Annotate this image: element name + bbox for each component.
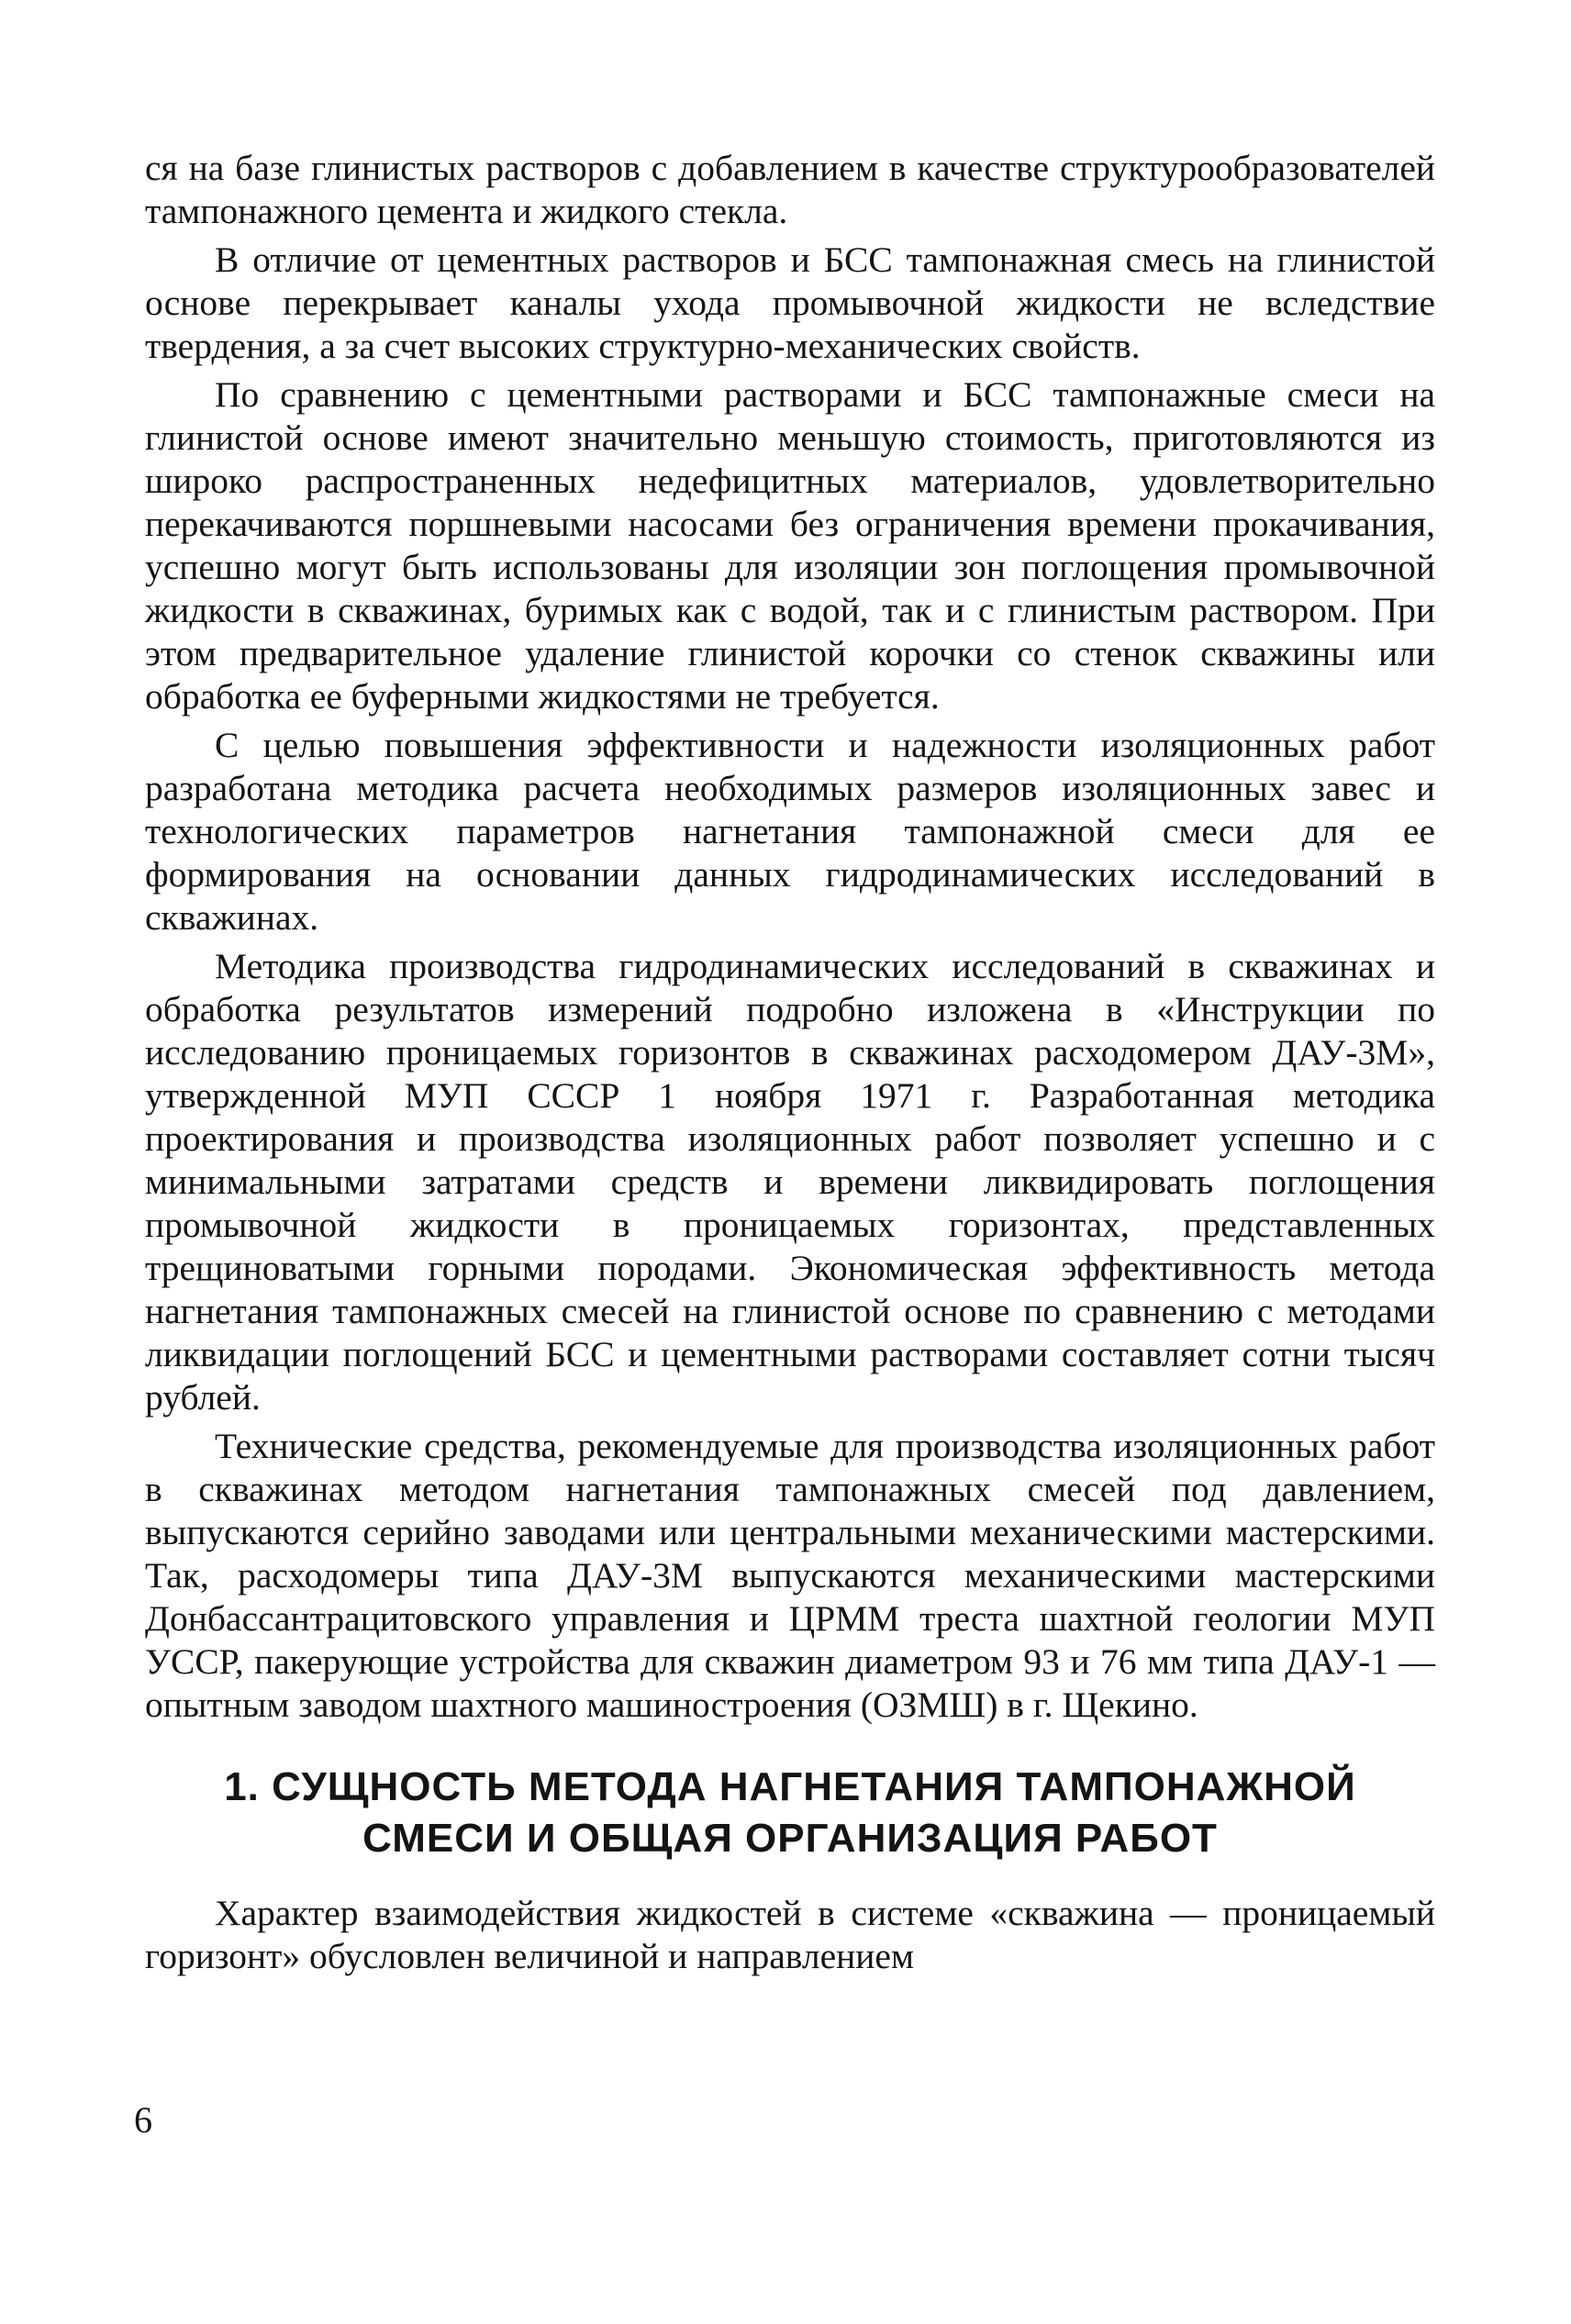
paragraph: Методика производства гидродинамических исследований в скважинах и обработка результатов измерений подробно изложена в «Инструкции по исследованию проницаемых горизонтов в скважинах расходомером ДАУ-3М», утвержденной МУП СССР 1 ноября 1971 г. Разработанная методика проектирования и производства изоляционных работ позволяет успешно и с минимальными затратами средств и времени ликвидировать поглощения промывочной жидкости в проницаемых горизонтах, представленных трещиноватыми горными породами. Экономическая эффективность метода нагнетания тампонажных смесей на глинистой основе по сравнению с методами ликвидации поглощений БСС и цементными растворами составляет сотни тысяч рублей. (145, 946, 1435, 1418)
paragraph: Технические средства, рекомендуемые для производства изоляционных работ в скважинах методом нагнетания тампонажных смесей под давлением, выпускаются серийно заводами или центральными механическими мастерскими. Так, расходомеры типа ДАУ-3М выпускаются механическими мастерскими Донбассантрацитовского управления и ЦРММ треста шахтной геологии МУП УССР, пакерующие устройства для скважин диаметром 93 и 76 мм типа ДАУ-1 — опытным заводом шахтного машиностроения (ОЗМШ) в г. Щекино. (145, 1426, 1435, 1725)
main-text (145, 147, 1435, 1978)
section-heading (145, 1762, 1435, 1864)
section-paragraph: Характер взаимодействия жидкостей в системе «скважина — проницаемый горизонт» обусловлен величиной и направлением (145, 1893, 1435, 1976)
paragraph-continued: ся на базе глинистых растворов с добавлением в качестве структурообразователей тампонажного цемента и жидкого стекла. (145, 148, 1435, 231)
section-heading-line: 1. СУЩНОСТЬ МЕТОДА НАГНЕТАНИЯ ТАМПОНАЖНОЙ (224, 1764, 1356, 1809)
paragraph: В отличие от цементных растворов и БСС тампонажная смесь на глинистой основе перекрывает каналы ухода промывочной жидкости не вследствие твердения, а за счет высоких структурно-механических свойств. (145, 239, 1435, 366)
section-heading-line: СМЕСИ И ОБЩАЯ ОРГАНИЗАЦИЯ РАБОТ (362, 1816, 1218, 1861)
paragraph: С целью повышения эффективности и надежности изоляционных работ разработана методика расчета необходимых размеров изоляционных завес и технологических параметров нагнетания тампонажной смеси для ее формирования на основании данных гидродинамических исследований в скважинах. (145, 725, 1435, 938)
paragraph: По сравнению с цементными растворами и БСС тампонажные смеси на глинистой основе имеют значительно меньшую стоимость, приготовляются из широко распространенных недефицитных материалов, удовлетворительно перекачиваются поршневыми насосами без ограничения времени прокачивания, успешно могут быть использованы для изоляции зон поглощения промывочной жидкости в скважинах, буримых как с водой, так и с глинистым раствором. При этом предварительное удаление глинистой корочки со стенок скважины или обработка ее буферными жидкостями не требуется. (145, 374, 1435, 717)
page-number: 6 (134, 2099, 152, 2141)
